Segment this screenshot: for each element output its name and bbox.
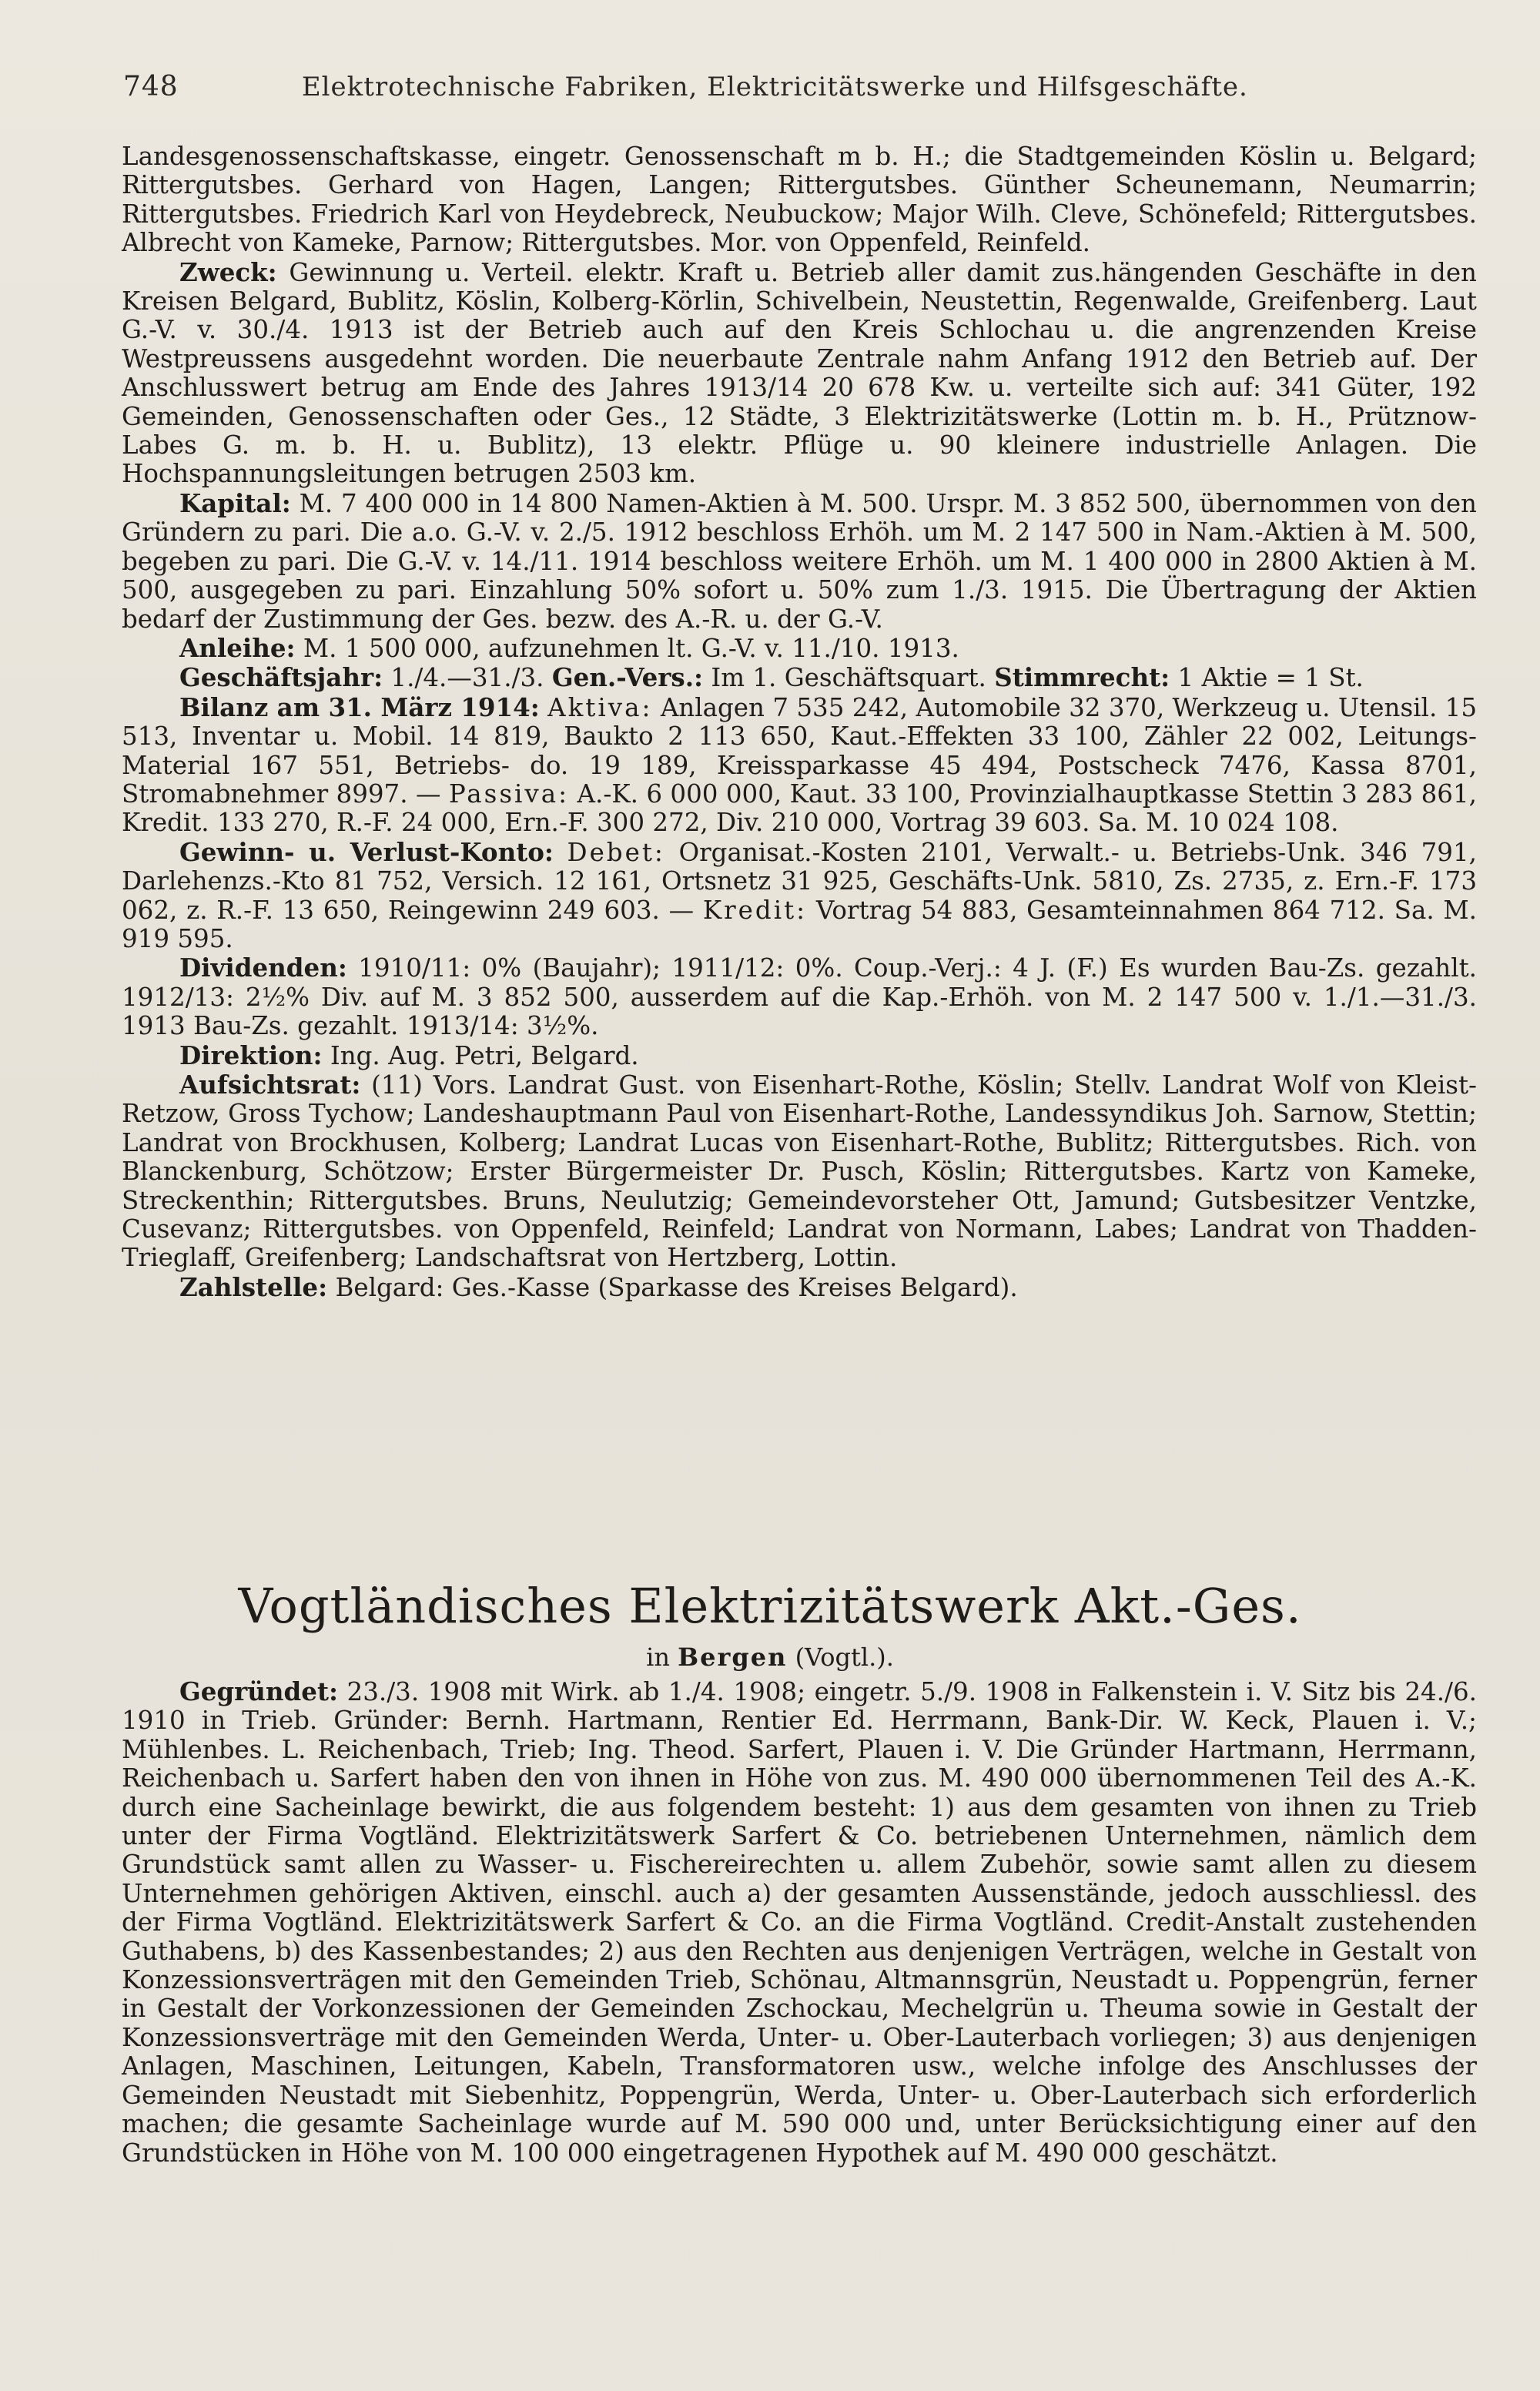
capital-paragraph <box>122 489 1477 634</box>
paying-agent-text: Belgard: Ges.-Kasse (Sparkasse des Kreises Belgard). <box>335 1272 1018 1302</box>
capital-text: M. 7 400 000 in 14 800 Namen-Aktien à M. 500. Urspr. M. 3 852 500, übernommen von den Gründern zu pari. Die a.o. G.-V. v. 2./5. 1912 beschloss Erhöh. um M. 2 147 500 in Nam.-Aktien à M. 500, begeben zu pari. Die G.-V. v. 14./11. 1914 beschloss weitere Erhöh. um M. 1 400 000 in 2800 Aktien à M. 500, ausgegeben zu pari. Einzahlung 50% sofort u. 50% zum 1./3. 1915. Die Übertragung der Aktien bedarf der Zustimmung der Ges. bezw. des A.-R. u. der G.-V. <box>122 488 1477 634</box>
location-city: Bergen <box>678 1643 788 1672</box>
profit-loss-paragraph <box>122 838 1477 954</box>
founded-label: Gegründet: <box>179 1676 338 1706</box>
company-entry-continued <box>122 142 1477 1302</box>
company-entry-vogtland <box>122 1677 1477 2168</box>
supervisory-board-label: Aufsichtsrat: <box>179 1070 361 1100</box>
general-meeting-text: Im 1. Geschäftsquart. <box>711 663 986 693</box>
credit-label: Kredit: <box>702 895 808 925</box>
loan-paragraph <box>122 634 1477 663</box>
founded-paragraph <box>122 1677 1477 2168</box>
credit-text: Vortrag 54 883, Gesamteinnahmen 864 712. Sa. M. 919 595. <box>122 895 1477 953</box>
company-location <box>0 1642 1540 1673</box>
location-suffix: (Vogtl.). <box>795 1643 894 1672</box>
profit-loss-label: Gewinn- u. Verlust-Konto: <box>179 836 554 867</box>
founded-text: 23./3. 1908 mit Wirk. ab 1./4. 1908; eingetr. 5./9. 1908 in Falkenstein i. V. Sitz bis 24./6. 1910 in Trieb. Gründer: Bernh. Hartmann, Rentier Ed. Herrmann, Bank-Dir. W. Keck, Plauen i. V.; Mühlenbes. L. Reichenbach, Trieb; Ing. Theod. Sarfert, Plauen i. V. Die Gründer Hartmann, Herrmann, Reichenbach u. Sarfert haben den von ihnen in Höhe von zus. M. 490 000 übernommenen Teil des A.-K. durch eine Sacheinlage bewirkt, die aus folgendem besteht: 1) aus dem gesamten von ihnen zu Trieb unter der Firma Vogtländ. Elektrizitätswerk Sarfert & Co. betriebenen Unternehmen, nämlich dem Grundstück samt allen zu Wasser- u. Fischereirechten u. allem Zubehör, sowie samt allen zu diesem Unternehmen gehörigen Aktiven, einschl. auch a) der gesamten Aussenstände, jedoch ausschliessl. des der Firma Vogtländ. Elektrizitätswerk Sarfert & Co. an die Firma Vogtländ. Credit-Anstalt zustehenden Guthabens, b) des Kassenbestandes; 2) aus den Rechten aus denjenigen Verträgen, welche in Gestalt von Konzessionsverträgen mit den Gemeinden Trieb, Schönau, Altmannsgrün, Neustadt u. Poppengrün, ferner in Gestalt der Vorkonzessionen der Gemeinden Zschockau, Mechelgrün u. Theuma sowie in Gestalt der Konzessionsverträge mit den Gemeinden Werda, Unter- u. Ober-Lauterbach vorliegen; 3) aus denjenigen Anlagen, Maschinen, Leitungen, Kabeln, Transformatoren usw., welche infolge des Anschlusses der Gemeinden Neustadt mit Siebenhitz, Poppengrün, Werda, Unter- u. Ober-Lauterbach sich erforderlich machen; die gesamte Sacheinlage wurde auf M. 590 000 und, unter Berücksichtigung einer auf den Grundstücken in Höhe von M. 100 000 eingetragenen Hypothek auf M. 490 000 geschätzt. <box>122 1677 1477 2168</box>
running-title: Elektrotechnische Fabriken, Elektricitätswerke und Hilfsgeschäfte. <box>301 72 1248 102</box>
supervisory-board-paragraph <box>122 1070 1477 1273</box>
page-number: 748 <box>123 71 179 102</box>
fiscal-year-text: 1./4.—31./3. <box>390 663 544 693</box>
balance-label: Bilanz am 31. März 1914: <box>179 692 540 722</box>
assets-text: Anlagen 7 535 242, Automobile 32 370, Werkzeug u. Utensil. 15 513, Inventar u. Mobil. 14 819, Baukto 2 113 650, Kaut.-Effekten 33 100, Zähler 22 002, Leitungs-Material 167 551, Betriebs- do. 19 189, Kreissparkasse 45 494, Postscheck 7476, Kassa 8701, Stromabnehmer 8997. — <box>122 692 1477 809</box>
purpose-text: Gewinnung u. Verteil. elektr. Kraft u. Betrieb aller damit zus.hängenden Geschäfte in den Kreisen Belgard, Bublitz, Köslin, Kolberg-Körlin, Schivelbein, Neustettin, Regenwalde, Greifenberg. Laut G.-V. v. 30./4. 1913 ist der Betrieb auch auf den Kreis Schlochau u. die angrenzenden Kreise Westpreussens ausgedehnt worden. Die neuerbaute Zentrale nahm Anfang 1912 den Betrieb auf. Der Anschlusswert betrug am Ende des Jahres 1913/14 20 678 Kw. u. verteilte sich auf: 341 Güter, 192 Gemeinden, Genossenschaften oder Ges., 12 Städte, 3 Elektrizitätswerke (Lottin m. b. H., Prütznow-Labes G. m. b. H. u. Bublitz), 13 elektr. Pflüge u. 90 kleinere industrielle Anlagen. Die Hochspannungsleitungen betrugen 2503 km. <box>122 257 1477 489</box>
purpose-label: Zweck: <box>179 256 277 287</box>
loan-label: Anleihe: <box>179 632 296 663</box>
dividends-label: Dividenden: <box>179 953 347 983</box>
purpose-paragraph <box>122 258 1477 489</box>
dividends-text: 1910/11: 0% (Baujahr); 1911/12: 0%. Coup.-Verj.: 4 J. (F.) Es wurden Bau-Zs. gezahlt. 1912/13: 2½% Div. auf M. 3 852 500, ausserdem auf die Kap.-Erhöh. von M. 2 147 500 v. 1./1.—31./3. 1913 Bau-Zs. gezahlt. 1913/14: 3½%. <box>122 953 1477 1041</box>
page-header <box>123 71 1340 102</box>
capital-label: Kapital: <box>179 487 291 518</box>
balance-paragraph <box>122 693 1477 838</box>
loan-text: M. 1 500 000, aufzunehmen lt. G.-V. v. 11./10. 1913. <box>303 633 959 663</box>
fiscal-paragraph <box>122 663 1477 692</box>
paying-agent-paragraph <box>122 1273 1477 1302</box>
location-prefix: in <box>646 1643 670 1672</box>
fiscal-year-label: Geschäftsjahr: <box>179 662 383 693</box>
management-paragraph <box>122 1041 1477 1070</box>
general-meeting-label: Gen.-Vers.: <box>551 662 704 693</box>
voting-right-label: Stimmrecht: <box>994 662 1170 693</box>
liabilities-text: A.-K. 6 000 000, Kaut. 33 100, Provinzialhauptkasse Stettin 3 283 861, Kredit. 133 270, R.-F. 24 000, Ern.-F. 300 272, Div. 210 000, Vortrag 39 603. Sa. M. 10 024 108. <box>122 779 1477 838</box>
management-text: Ing. Aug. Petri, Belgard. <box>330 1040 639 1070</box>
assets-label: Aktiva: <box>547 692 653 722</box>
dividends-paragraph <box>122 953 1477 1040</box>
founders-continued: Landesgenossenschaftskasse, eingetr. Genossenschaft m b. H.; die Stadtgemeinden Köslin u. Belgard; Rittergutsbes. Gerhard von Hagen, Langen; Rittergutsbes. Günther Scheunemann, Neumarrin; Rittergutsbes. Friedrich Karl von Heydebreck, Neubuckow; Major Wilh. Cleve, Schönefeld; Rittergutsbes. Albrecht von Kameke, Parnow; Rittergutsbes. Mor. von Oppenfeld, Reinfeld. <box>122 142 1477 258</box>
voting-right-text: 1 Aktie = 1 St. <box>1177 663 1364 693</box>
debit-label: Debet: <box>567 837 665 867</box>
supervisory-board-text: (11) Vors. Landrat Gust. von Eisenhart-Rothe, Köslin; Stellv. Landrat Wolf von Kleist-Retzow, Gross Tychow; Landeshauptmann Paul von Eisenhart-Rothe, Landessyndikus Joh. Sarnow, Stettin; Landrat von Brockhusen, Kolberg; Landrat Lucas von Eisenhart-Rothe, Bublitz; Rittergutsbes. Rich. von Blanckenburg, Schötzow; Erster Bürgermeister Dr. Pusch, Köslin; Rittergutsbes. Kartz von Kameke, Streckenthin; Rittergutsbes. Bruns, Neulutzig; Gemeindevorsteher Ott, Jamund; Gutsbesitzer Ventzke, Cusevanz; Rittergutsbes. von Oppenfeld, Reinfeld; Landrat von Normann, Labes; Landrat von Thadden-Trieglaff, Greifenberg; Landschaftsrat von Hertzberg, Lottin. <box>122 1070 1477 1273</box>
paying-agent-label: Zahlstelle: <box>179 1271 328 1302</box>
debit-text: Organisat.-Kosten 2101, Verwalt.- u. Betriebs-Unk. 346 791, Darlehenzs.-Kto 81 752, Versich. 12 161, Ortsnetz 31 925, Geschäfts-Unk. 5810, Zs. 2735, z. Ern.-F. 173 062, z. R.-F. 13 650, Reingewinn 249 603. — <box>122 837 1477 925</box>
company-title: Vogtländisches Elektrizitätswerk Akt.-Ges. <box>238 1578 1302 1634</box>
liabilities-label: Passiva: <box>448 779 570 809</box>
management-label: Direktion: <box>179 1040 323 1070</box>
